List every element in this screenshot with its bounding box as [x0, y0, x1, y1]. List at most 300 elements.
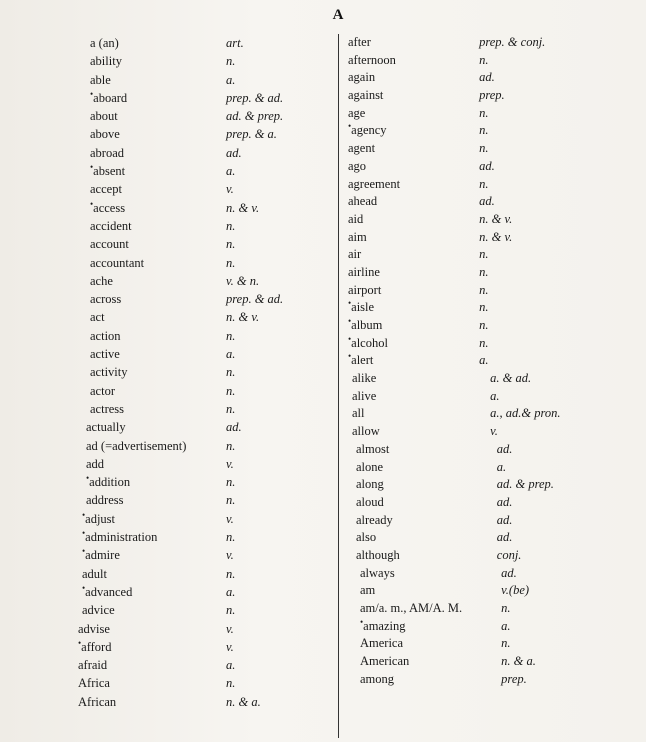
entry-word — [348, 512, 471, 530]
word-entry — [348, 618, 638, 636]
entry-word-text: among — [360, 671, 395, 686]
entry-word-text: alike — [352, 371, 377, 386]
column-divider — [338, 34, 339, 738]
entry-word — [348, 582, 471, 600]
entry-part-of-speech: a. — [226, 72, 236, 87]
entry-part-of-speech: v. — [226, 639, 234, 654]
star-marker-icon: • — [86, 472, 90, 483]
star-marker-icon: • — [348, 333, 352, 344]
entry-word — [76, 107, 226, 125]
entry-part-of-speech: v. — [226, 182, 234, 197]
entry-part-of-speech: n. — [479, 282, 489, 297]
entry-part-of-speech: n. — [479, 52, 489, 67]
entry-word-text: against — [348, 88, 384, 103]
entry-word — [348, 229, 477, 247]
entry-part-of-speech: a. — [226, 584, 236, 599]
entry-word-text: aisle — [351, 300, 375, 315]
word-entry — [76, 199, 336, 217]
entry-word-text: airport — [348, 282, 382, 297]
entry-word-text: am — [360, 583, 376, 598]
entry-part-of-speech: n. — [226, 365, 236, 380]
entry-word-text: administration — [85, 530, 158, 545]
entry-word — [348, 476, 471, 494]
entry-word-text: ability — [90, 54, 122, 69]
word-entry — [348, 246, 638, 264]
entry-part-of-speech: a. & ad. — [490, 371, 532, 386]
word-entry — [76, 674, 336, 692]
entry-word — [76, 400, 226, 418]
entry-word — [348, 388, 472, 406]
entry-word — [76, 199, 226, 217]
entry-part-of-speech: ad. — [496, 530, 513, 545]
entry-word — [76, 52, 226, 70]
entry-word-text: am/a. m., AM/A. M. — [360, 601, 463, 615]
entry-word — [76, 290, 226, 308]
word-entry — [348, 282, 638, 300]
entry-word — [348, 370, 472, 388]
word-entry — [348, 441, 638, 459]
entry-word-text: again — [348, 70, 376, 85]
entry-part-of-speech: n. & v. — [479, 229, 513, 244]
entry-word — [348, 405, 472, 423]
word-entry — [76, 52, 336, 70]
entry-part-of-speech: n. — [226, 530, 236, 545]
entry-word — [76, 327, 226, 345]
entry-word — [76, 491, 226, 509]
word-entry — [348, 158, 638, 176]
word-entry — [76, 144, 336, 162]
entry-part-of-speech: ad. — [496, 441, 513, 456]
star-marker-icon: • — [348, 121, 352, 132]
word-entry — [348, 582, 638, 600]
word-entry — [348, 600, 638, 618]
entry-word — [348, 423, 472, 441]
entry-word-text: airline — [348, 264, 380, 279]
entry-word — [348, 52, 477, 70]
entry-word — [348, 264, 477, 282]
entry-part-of-speech: ad. — [479, 70, 495, 85]
entry-word-text: American — [360, 654, 410, 669]
entry-word-text: accept — [90, 182, 122, 197]
word-entry — [348, 87, 638, 105]
star-marker-icon: • — [360, 616, 364, 627]
entry-word — [76, 620, 226, 638]
entry-part-of-speech: n. — [226, 218, 236, 233]
star-marker-icon: • — [82, 546, 86, 557]
entry-word — [348, 653, 471, 671]
entry-word-text: also — [356, 530, 377, 545]
entry-part-of-speech: ad. — [496, 512, 513, 527]
entry-word-text: air — [348, 247, 362, 262]
entry-word-text: allow — [352, 424, 380, 439]
section-letter-heading: A — [332, 7, 344, 23]
star-marker-icon: • — [348, 315, 352, 326]
entry-part-of-speech: a. — [479, 353, 489, 368]
entry-part-of-speech: a. — [226, 658, 236, 673]
entry-word — [348, 529, 471, 547]
entry-word-text: across — [90, 292, 122, 307]
word-entry — [76, 345, 336, 363]
entry-part-of-speech: prep. & a. — [226, 127, 277, 142]
word-entry — [348, 299, 638, 317]
entry-word-text: action — [90, 328, 121, 343]
entry-word — [76, 235, 226, 253]
entry-part-of-speech: n. — [479, 123, 489, 138]
entry-word — [348, 34, 477, 52]
entry-part-of-speech: ad. — [226, 145, 242, 160]
word-entry — [76, 528, 336, 546]
entry-part-of-speech: ad. & prep. — [496, 477, 554, 492]
word-entry — [348, 494, 638, 512]
entry-part-of-speech: n. — [226, 255, 236, 270]
entry-part-of-speech: a. — [490, 388, 500, 403]
entry-part-of-speech: a. — [226, 347, 236, 362]
word-entry — [348, 671, 638, 689]
entry-word-text: able — [90, 72, 111, 87]
entry-part-of-speech: v. — [226, 621, 234, 636]
word-entry — [76, 418, 336, 436]
entry-word-text: alive — [352, 388, 377, 403]
entry-part-of-speech: art. — [226, 36, 244, 50]
entry-part-of-speech: n. & v. — [479, 211, 513, 226]
entry-word-text: above — [90, 127, 120, 142]
entry-part-of-speech: n. & v. — [226, 200, 260, 215]
entry-word — [76, 638, 226, 656]
word-entry — [76, 638, 336, 656]
star-marker-icon: • — [82, 582, 86, 593]
word-entry — [76, 327, 336, 345]
entry-word-text: actress — [90, 401, 125, 416]
entry-word — [348, 671, 471, 689]
entry-word-text: ahead — [348, 194, 378, 209]
word-entry — [76, 473, 336, 491]
entry-word-text: actor — [90, 383, 115, 398]
entry-word-text: accident — [90, 218, 132, 233]
word-entry — [348, 122, 638, 140]
entry-word — [76, 308, 226, 326]
entry-part-of-speech: n. — [501, 636, 511, 651]
word-entry — [348, 193, 638, 211]
word-entry — [348, 140, 638, 158]
entry-part-of-speech: v. & n. — [226, 273, 260, 288]
entry-part-of-speech: n. & v. — [226, 310, 260, 325]
entry-word-text: after — [348, 35, 371, 49]
entry-word — [348, 193, 477, 211]
entry-word-text: afraid — [78, 658, 108, 673]
entry-part-of-speech: n. — [226, 475, 236, 490]
word-entry — [348, 317, 638, 335]
entry-word-text: alert — [351, 353, 374, 368]
entry-word-text: album — [351, 318, 383, 332]
entry-part-of-speech: n. — [479, 141, 489, 156]
word-entry — [76, 125, 336, 143]
word-entry — [76, 601, 336, 619]
entry-part-of-speech: n. — [226, 54, 236, 69]
word-entry — [76, 363, 336, 381]
entry-word — [76, 601, 226, 619]
entry-word-text: America — [360, 636, 404, 651]
entry-word-text: adjust — [85, 511, 116, 526]
entry-word — [76, 363, 226, 381]
entry-word — [76, 674, 226, 692]
entry-word-text: about — [90, 109, 118, 124]
entry-word-text: afford — [81, 639, 112, 654]
entry-word-text: aloud — [356, 494, 384, 509]
entry-word — [348, 441, 471, 459]
word-entry — [348, 529, 638, 547]
entry-part-of-speech: n. & a. — [501, 654, 536, 669]
entry-word — [348, 494, 471, 512]
entry-part-of-speech: n. — [226, 603, 236, 618]
entry-part-of-speech: n. — [226, 676, 236, 691]
entry-word — [76, 565, 226, 583]
word-entry — [348, 405, 638, 423]
entry-word-text: age — [348, 105, 366, 120]
entry-word — [348, 635, 471, 653]
entry-word — [76, 473, 226, 491]
entry-part-of-speech: prep. — [501, 671, 527, 686]
entry-word — [348, 87, 477, 105]
entry-word-text: Africa — [78, 676, 110, 691]
entry-part-of-speech: prep. & ad. — [226, 292, 284, 307]
entry-word — [348, 69, 477, 87]
word-entry — [348, 388, 638, 406]
entry-word — [348, 122, 477, 140]
entry-word-text: along — [356, 477, 384, 492]
word-entry — [76, 546, 336, 564]
entry-part-of-speech: n. — [226, 438, 236, 453]
entry-word-text: African — [78, 694, 117, 709]
entry-word-text: agency — [351, 123, 387, 138]
entry-part-of-speech: a. — [501, 618, 511, 633]
word-entry — [76, 34, 336, 52]
entry-word-text: adult — [82, 566, 107, 581]
entry-word — [348, 211, 477, 229]
entry-word-text: add — [86, 456, 105, 471]
entry-word-text: alone — [356, 459, 384, 474]
word-entry — [348, 34, 638, 52]
entry-word-text: accountant — [90, 255, 145, 270]
entry-word-text: agreement — [348, 176, 401, 191]
entry-part-of-speech: n. — [479, 176, 489, 191]
word-entry — [76, 656, 336, 674]
entry-word — [76, 180, 226, 198]
entry-word-text: alcohol — [351, 335, 388, 350]
entry-word-text: ad (=advertisement) — [86, 438, 187, 453]
entry-word — [348, 547, 471, 565]
entry-part-of-speech: v. — [226, 456, 234, 471]
entry-word — [76, 125, 226, 143]
entry-word-text: account — [90, 237, 129, 252]
entry-word — [76, 455, 226, 473]
entry-part-of-speech: prep. & conj. — [479, 35, 546, 49]
entry-part-of-speech: n. — [501, 601, 511, 615]
entry-part-of-speech: n. — [226, 383, 236, 398]
entry-word-text: aboard — [93, 90, 128, 105]
entry-word-text: advise — [78, 621, 110, 636]
word-entry — [76, 455, 336, 473]
word-entry — [348, 229, 638, 247]
star-marker-icon: • — [90, 88, 94, 99]
entry-word — [76, 217, 226, 235]
entry-word — [76, 528, 226, 546]
entry-word — [348, 158, 477, 176]
entry-word — [76, 546, 226, 564]
word-entry — [76, 217, 336, 235]
entry-part-of-speech: n. — [226, 237, 236, 252]
entry-word-text: aim — [348, 229, 367, 244]
word-entry — [348, 635, 638, 653]
entry-part-of-speech: ad. & prep. — [226, 109, 284, 124]
word-entry — [76, 437, 336, 455]
entry-word-text: all — [352, 406, 365, 421]
entry-word-text: always — [360, 565, 395, 580]
word-entry — [348, 211, 638, 229]
entry-word — [348, 176, 477, 194]
entry-word-text: already — [356, 512, 393, 527]
word-entry — [348, 547, 638, 565]
word-entry — [76, 254, 336, 272]
word-entry — [76, 180, 336, 198]
word-entry — [76, 583, 336, 601]
entry-word-text: ache — [90, 273, 113, 288]
entry-word-text: active — [90, 347, 120, 362]
entry-word — [348, 282, 477, 300]
word-entry — [348, 264, 638, 282]
word-entry — [348, 52, 638, 70]
entry-word-text: abroad — [90, 145, 125, 160]
entry-word — [76, 254, 226, 272]
entry-word — [348, 246, 477, 264]
entry-word-text: advanced — [85, 584, 133, 599]
entry-word — [348, 618, 471, 636]
entry-word — [76, 510, 226, 528]
entry-word — [76, 656, 226, 674]
entry-part-of-speech: n. & a. — [226, 694, 261, 709]
entry-word — [76, 162, 226, 180]
word-entry — [348, 105, 638, 123]
word-entry — [348, 423, 638, 441]
entry-part-of-speech: n. — [479, 300, 489, 315]
word-entry — [76, 510, 336, 528]
entry-word — [76, 144, 226, 162]
entry-word — [76, 272, 226, 290]
entry-part-of-speech: ad. — [501, 565, 517, 580]
word-entry — [76, 290, 336, 308]
entry-word — [348, 459, 471, 477]
word-entry — [76, 272, 336, 290]
star-marker-icon: • — [90, 161, 94, 172]
word-entry — [348, 370, 638, 388]
entry-part-of-speech: n. — [226, 328, 236, 343]
word-entry — [76, 565, 336, 583]
entry-word — [348, 299, 477, 317]
star-marker-icon: • — [82, 527, 86, 538]
word-entry — [76, 235, 336, 253]
entry-word-text: advice — [82, 603, 115, 618]
word-entry — [348, 69, 638, 87]
entry-word-text: agent — [348, 141, 376, 156]
entry-word — [348, 317, 477, 335]
word-entry — [76, 308, 336, 326]
entry-word-text: addition — [89, 475, 131, 490]
entry-word — [348, 565, 471, 583]
entry-word — [76, 418, 226, 436]
word-entry — [76, 89, 336, 107]
word-entry — [348, 459, 638, 477]
entry-part-of-speech: n. — [479, 247, 489, 262]
entry-word — [76, 71, 226, 89]
star-marker-icon: • — [348, 351, 352, 362]
entry-word-text: absent — [93, 164, 126, 179]
word-entry — [76, 107, 336, 125]
entry-word — [76, 34, 226, 52]
entry-word-text: although — [356, 547, 400, 562]
entry-word-text: almost — [356, 441, 390, 456]
entry-part-of-speech: v. — [490, 424, 498, 439]
entry-part-of-speech: conj. — [496, 547, 522, 562]
entry-part-of-speech: v. — [226, 511, 234, 526]
entry-part-of-speech: prep. & ad. — [226, 90, 284, 105]
entry-part-of-speech: ad. — [226, 420, 242, 435]
word-entry — [76, 620, 336, 638]
entry-part-of-speech: a. — [226, 164, 236, 179]
entry-word-text: access — [93, 200, 126, 215]
word-entry — [348, 565, 638, 583]
entry-word — [76, 345, 226, 363]
word-entry — [76, 162, 336, 180]
word-entry — [76, 693, 336, 711]
entry-part-of-speech: v. — [226, 548, 234, 563]
entry-word — [76, 382, 226, 400]
star-marker-icon: • — [90, 198, 94, 209]
star-marker-icon: • — [82, 509, 86, 520]
word-entry — [76, 382, 336, 400]
entry-part-of-speech: n. — [479, 318, 489, 332]
word-entry — [76, 71, 336, 89]
entry-part-of-speech: n. — [226, 566, 236, 581]
entry-word-text: aid — [348, 211, 364, 226]
entry-word-text: actually — [86, 420, 126, 435]
star-marker-icon: • — [348, 298, 352, 309]
entry-part-of-speech: n. — [226, 493, 236, 508]
entry-word — [348, 105, 477, 123]
entry-word-text: a (an) — [90, 36, 119, 50]
right-word-column — [348, 34, 638, 688]
entry-word — [76, 693, 226, 711]
entry-word — [76, 583, 226, 601]
word-entry — [348, 176, 638, 194]
word-entry — [348, 335, 638, 353]
entry-part-of-speech: n. — [479, 105, 489, 120]
entry-word — [76, 89, 226, 107]
word-entry — [76, 491, 336, 509]
word-entry — [348, 512, 638, 530]
left-word-column — [76, 34, 336, 711]
entry-word — [348, 352, 477, 370]
entry-part-of-speech: prep. — [479, 88, 505, 103]
star-marker-icon: • — [78, 637, 82, 648]
entry-word — [348, 140, 477, 158]
entry-part-of-speech: n. — [479, 335, 489, 350]
entry-word — [348, 335, 477, 353]
entry-part-of-speech: v.(be) — [501, 583, 530, 598]
word-entry — [76, 400, 336, 418]
entry-part-of-speech: a. — [496, 459, 507, 474]
entry-part-of-speech: ad. — [479, 158, 495, 173]
entry-part-of-speech: n. — [479, 264, 489, 279]
entry-part-of-speech: n. — [226, 401, 236, 416]
